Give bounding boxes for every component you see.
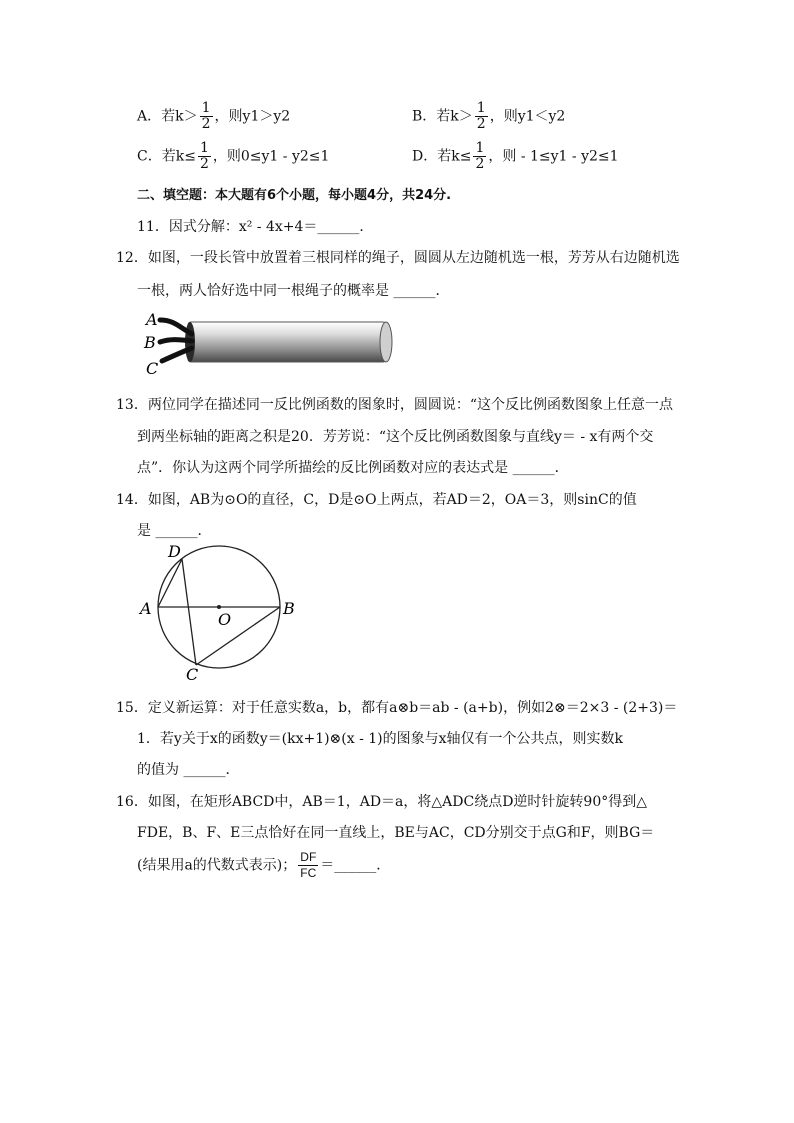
rope-tube-figure — [140, 306, 395, 382]
option-a — [137, 101, 290, 132]
option-b-fraction: $\frac{1}{2}$ — [476, 100, 486, 132]
option-c-rel: ≤ — [184, 148, 196, 165]
question-16-blank: ＝______． — [320, 857, 391, 874]
question-15-line-1: 15．定义新运算：对于任意实数a，b，都有a⊗b＝ab - (a+b)，例如2⊗＝2×3 - (2+3)＝ — [116, 700, 678, 716]
label-b: B — [283, 599, 295, 618]
chord-ad — [158, 559, 182, 607]
df-fc-fraction: $\frac{DF}{FC}$ — [300, 850, 317, 880]
question-14-line-2: 是 ______． — [137, 523, 212, 539]
option-d-conclusion: ，则 - 1≤y1 - y2≤1 — [488, 148, 619, 165]
option-b-rel: ＞ — [458, 108, 473, 125]
option-a-label: A．若 — [137, 108, 176, 125]
question-15-line-2: 1．若y关于x的函数y＝(kx+1)⊗(x - 1)的图象与x轴仅有一个公共点，则实数k — [137, 731, 624, 747]
label-c: C — [186, 665, 199, 683]
section-title: 二、填空题：本大题有6个小题，每小题4分，共24分. — [137, 188, 452, 203]
option-d-fraction: $\frac{1}{2}$ — [475, 140, 485, 172]
question-12-line-1: 12．如图，一段长管中放置着三根同样的绳子，圆圆从左边随机选一根，芳芳从右边随机选 — [116, 250, 680, 266]
tube — [188, 322, 386, 362]
label-o: O — [218, 610, 232, 629]
option-c-label: C．若 — [137, 148, 176, 165]
option-d-k: k — [451, 148, 460, 165]
rope-label-b: B — [144, 333, 156, 352]
option-d-label: D．若 — [412, 148, 452, 165]
option-c-k: k — [175, 148, 185, 165]
rope-label-c: C — [146, 359, 159, 378]
label-d: D — [168, 543, 181, 561]
option-a-rel: ＞ — [183, 108, 198, 125]
question-16-line-3 — [137, 850, 390, 881]
option-c-conclusion: ，则0≤y1 - y2≤1 — [212, 148, 330, 165]
question-15-line-3: 的值为 ______． — [137, 762, 240, 778]
question-13-line-2: 到两坐标轴的距离之积是20．芳芳说：“这个反比例函数图象与直线y＝ - x有两个交 — [137, 429, 654, 445]
option-b-k: k — [450, 108, 459, 125]
question-16-line-2: FDE，B、F、E三点恰好在同一直线上，BE与AC，CD分别交于点G和F，则BG＝ — [137, 825, 655, 841]
option-a-k: k — [175, 108, 184, 125]
label-a: A — [140, 599, 152, 618]
question-13-line-1: 13．两位同学在描述同一反比例函数的图象时，圆圆说：“这个反比例函数图象上任意一点 — [116, 397, 673, 413]
option-d-rel: ≤ — [459, 148, 472, 165]
question-16-note: (结果用a的代数式表示)； — [137, 857, 297, 874]
option-b — [412, 101, 565, 132]
option-c-fraction: $\frac{1}{2}$ — [199, 140, 209, 172]
option-b-conclusion: ，则y1＜y2 — [489, 108, 566, 125]
option-d — [412, 141, 619, 172]
question-11: 11．因式分解：x² - 4x+4＝______． — [137, 219, 374, 235]
question-14-line-1: 14．如图，AB为⊙O的直径，C，D是⊙O上两点，若AD＝2，OA＝3，则sinC的值 — [116, 492, 637, 508]
question-16-line-1: 16．如图，在矩形ABCD中，AB＝1，AD＝a，将△ADC绕点D逆时针旋转90°得到△ — [116, 794, 648, 810]
tube-end — [380, 322, 392, 362]
question-13-line-3: 点”．你认为这两个同学所描绘的反比例函数对应的表达式是 ______． — [137, 460, 569, 476]
option-a-fraction: $\frac{1}{2}$ — [201, 100, 211, 132]
rope-label-a: A — [146, 310, 158, 329]
option-a-conclusion: ，则y1＞y2 — [214, 108, 291, 125]
circle-figure — [134, 543, 304, 683]
option-b-label: B．若 — [412, 108, 451, 125]
chord-dc — [182, 559, 196, 665]
question-12-line-2: 一根，两人恰好选中同一根绳子的概率是 ______． — [137, 283, 450, 299]
chord-cb — [196, 607, 280, 665]
rope-b — [160, 340, 192, 342]
option-c — [137, 141, 329, 172]
center-point — [217, 605, 221, 609]
